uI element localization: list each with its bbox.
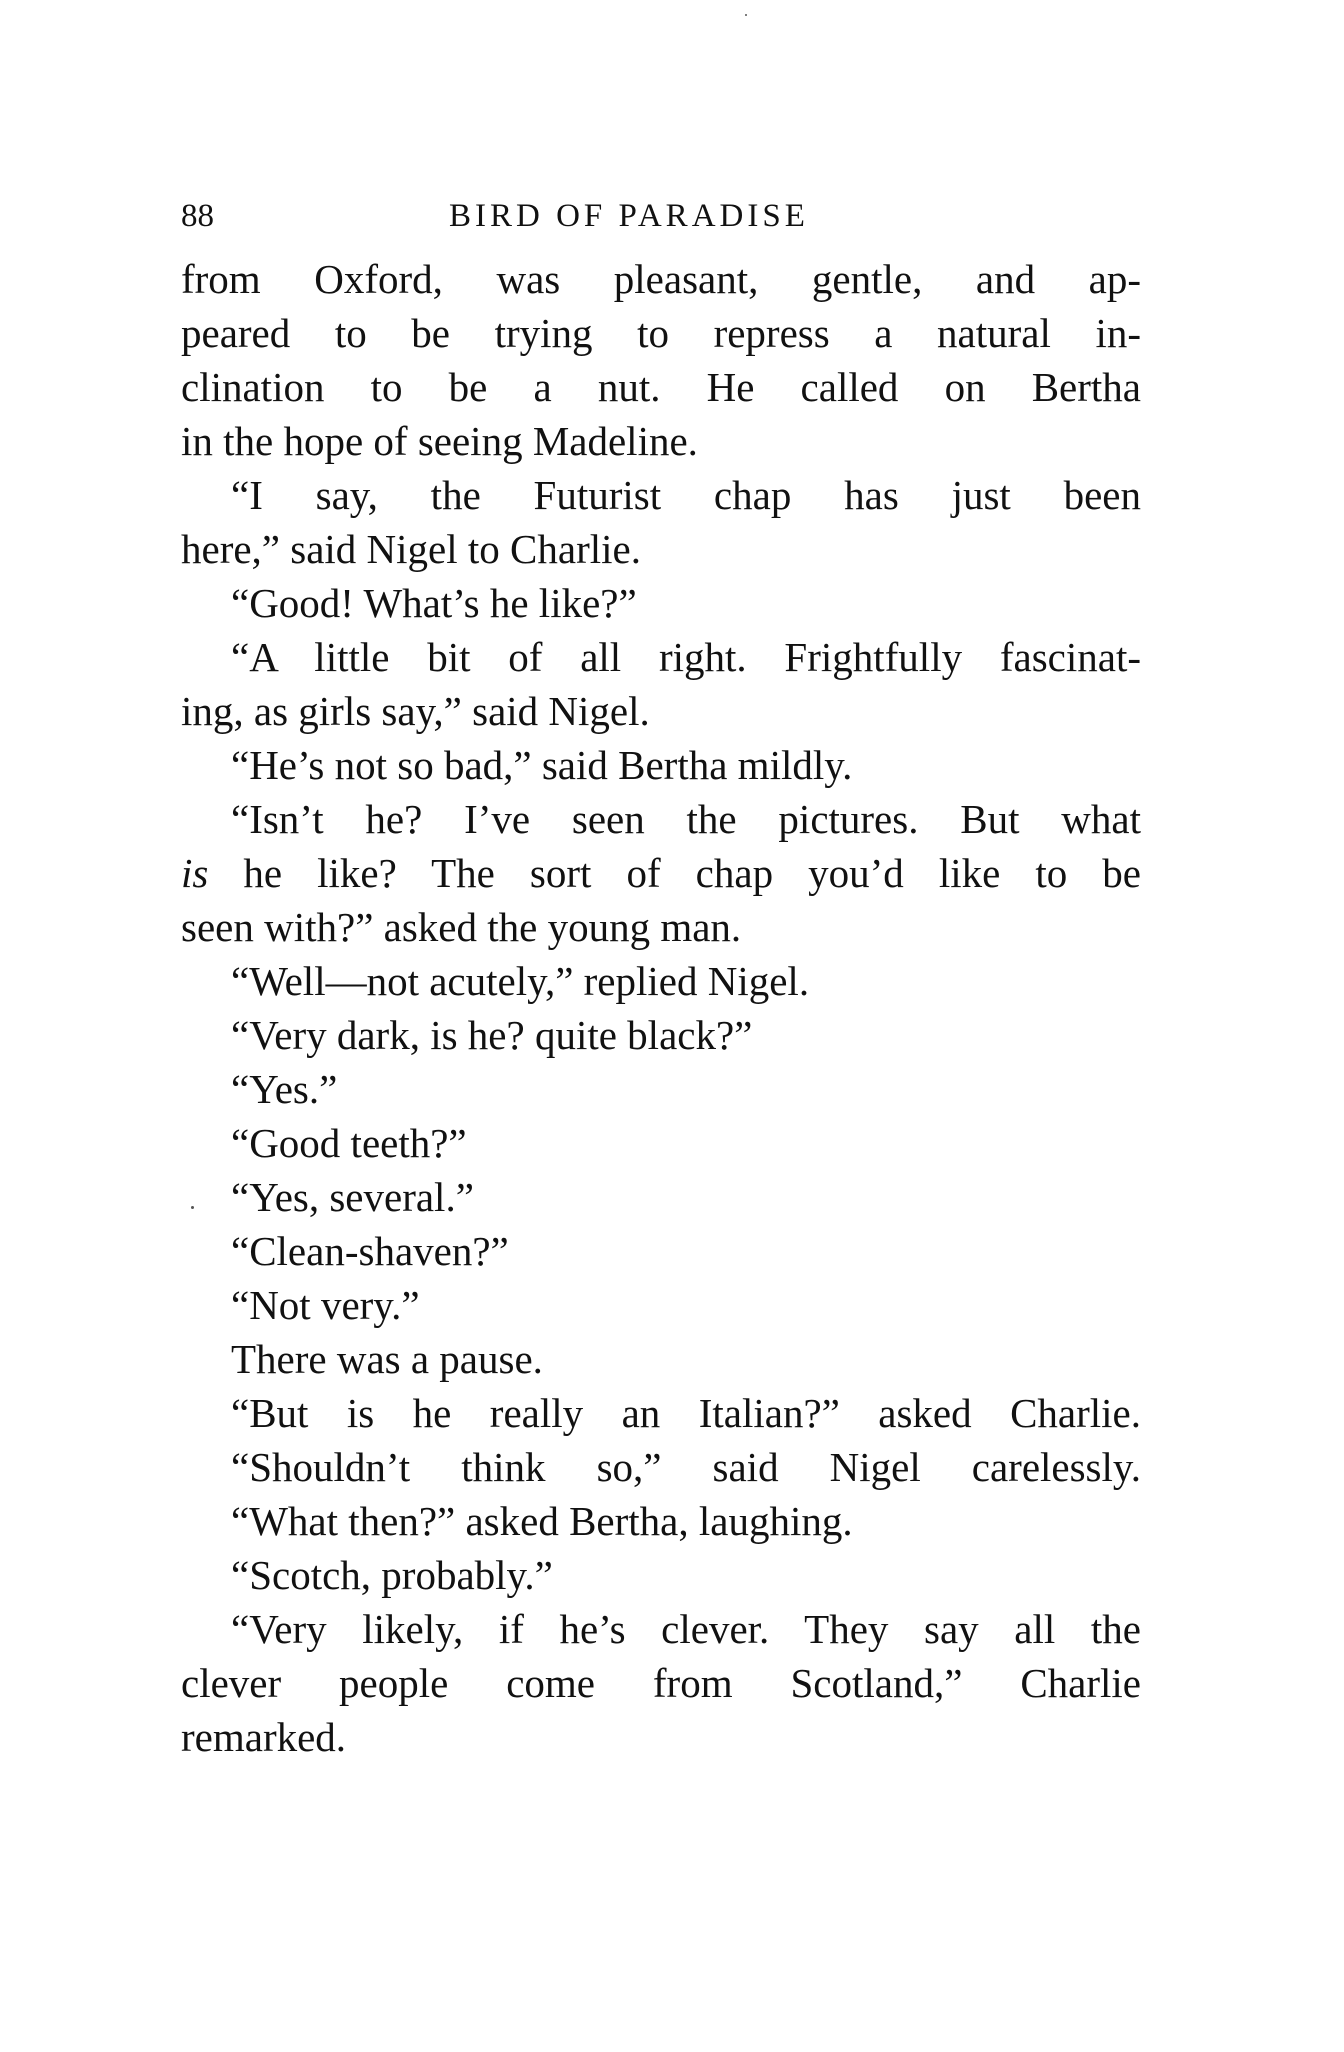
text-line xyxy=(181,846,1141,900)
text-line: There was a pause. xyxy=(231,1336,543,1382)
text-line: “Shouldn’t think so,” said Nigel carelessly. xyxy=(231,1444,1141,1490)
text-line: “I say, the Futurist chap has just been xyxy=(231,472,1141,518)
body-text xyxy=(181,252,1141,1764)
text-line: “A little bit of all right. Frightfully fascinat- xyxy=(231,634,1141,680)
text-line: “Well—not acutely,” replied Nigel. xyxy=(231,958,810,1004)
text-line: “What then?” asked Bertha, laughing. xyxy=(231,1498,853,1544)
text-line: clination to be a nut. He called on Bertha xyxy=(181,364,1141,410)
text-line: “But is he really an Italian?” asked Charlie. xyxy=(231,1390,1141,1436)
text-line: “Clean-shaven?” xyxy=(231,1228,509,1274)
text-line-rest: he like? The sort of chap you’d like to be xyxy=(208,850,1141,896)
text-line: here,” said Nigel to Charlie. xyxy=(181,526,641,572)
paper-speck xyxy=(745,14,747,16)
text-line: peared to be trying to repress a natural in- xyxy=(181,310,1141,356)
text-line: ing, as girls say,” said Nigel. xyxy=(181,688,650,734)
text-line: “Good teeth?” xyxy=(231,1120,467,1166)
text-line: “Not very.” xyxy=(231,1282,420,1328)
text-line: “Very likely, if he’s clever. They say all the xyxy=(231,1606,1141,1652)
text-line: “Very dark, is he? quite black?” xyxy=(231,1012,753,1058)
text-line: “Isn’t he? I’ve seen the pictures. But what xyxy=(231,796,1141,842)
text-line: “Yes.” xyxy=(231,1066,338,1112)
running-title: BIRD OF PARADISE xyxy=(449,198,809,234)
text-line: from Oxford, was pleasant, gentle, and ap- xyxy=(181,256,1141,302)
text-line: “Good! What’s he like?” xyxy=(231,580,637,626)
text-line: in the hope of seeing Madeline. xyxy=(181,418,698,464)
text-line: clever people come from Scotland,” Charlie xyxy=(181,1660,1141,1706)
text-line: “Yes, several.” xyxy=(231,1174,474,1220)
text-line: remarked. xyxy=(181,1714,347,1760)
page-number: 88 xyxy=(181,198,214,234)
running-head xyxy=(181,190,1141,242)
text-line: seen with?” asked the young man. xyxy=(181,904,742,950)
italic-word: is xyxy=(181,850,209,896)
text-line: “Scotch, probably.” xyxy=(231,1552,553,1598)
text-line: “He’s not so bad,” said Bertha mildly. xyxy=(231,742,853,788)
paper-speck xyxy=(191,1206,194,1209)
